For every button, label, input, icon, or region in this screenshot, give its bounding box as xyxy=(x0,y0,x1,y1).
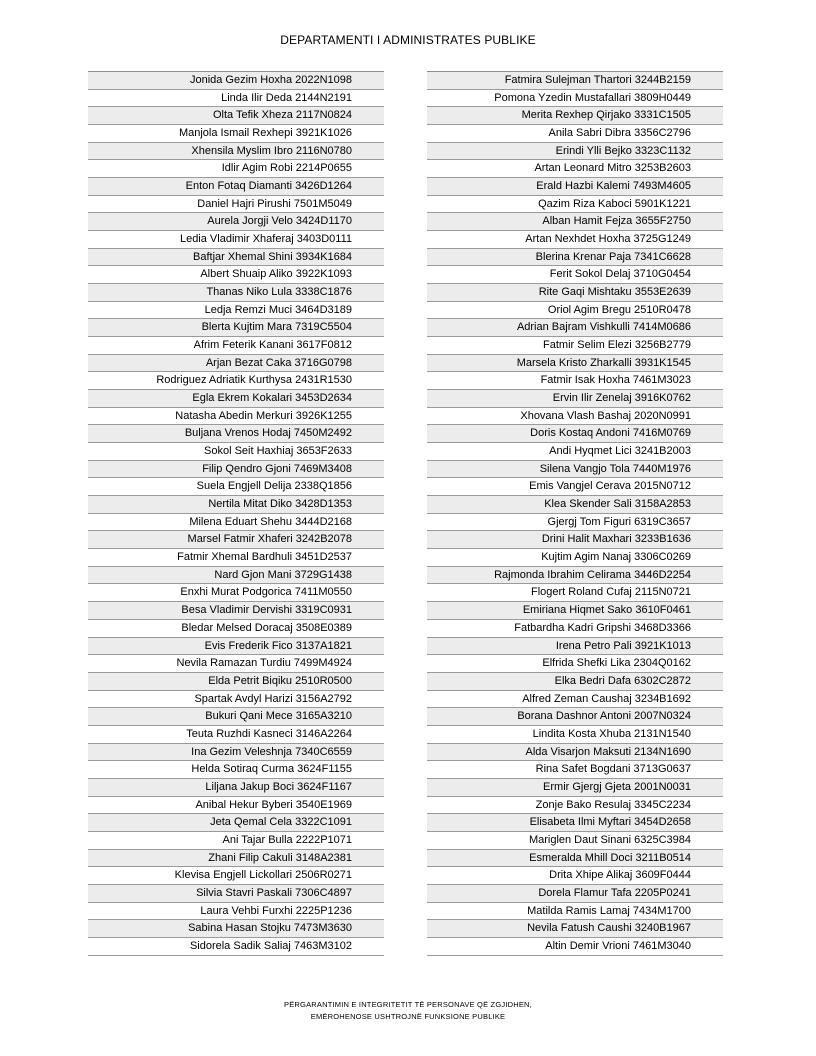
list-item: Ledja Remzi Muci 3464D3189 xyxy=(88,302,384,320)
list-item: Daniel Hajri Pirushi 7501M5049 xyxy=(88,196,384,214)
list-item: Helda Sotiraq Curma 3624F1155 xyxy=(88,761,384,779)
list-item: Jonida Gezim Hoxha 2022N1098 xyxy=(88,72,384,90)
list-item: Artan Leonard Mitro 3253B2603 xyxy=(427,160,723,178)
list-item: Enton Fotaq Diamanti 3426D1264 xyxy=(88,178,384,196)
list-item: Adrian Bajram Vishkulli 7414M0686 xyxy=(427,319,723,337)
list-item: Afrim Feterik Kanani 3617F0812 xyxy=(88,337,384,355)
list-item: Elda Petrit Biqiku 2510R0500 xyxy=(88,673,384,691)
list-item: Zonje Bako Resulaj 3345C2234 xyxy=(427,797,723,815)
list-item: Baftjar Xhemal Shini 3934K1684 xyxy=(88,249,384,267)
list-item: Ani Tajar Bulla 2222P1071 xyxy=(88,832,384,850)
list-item: Elka Bedri Dafa 6302C2872 xyxy=(427,673,723,691)
list-item: Anibal Hekur Byberi 3540E1969 xyxy=(88,797,384,815)
list-item: Zhani Filip Cakuli 3148A2381 xyxy=(88,850,384,868)
list-item: Enxhi Murat Podgorica 7411M0550 xyxy=(88,584,384,602)
list-item: Alfred Zeman Caushaj 3234B1692 xyxy=(427,691,723,709)
list-item: Flogert Roland Cufaj 2115N0721 xyxy=(427,584,723,602)
list-item: Merita Rexhep Qirjako 3331C1505 xyxy=(427,107,723,125)
list-item: Fatmira Sulejman Thartori 3244B2159 xyxy=(427,72,723,90)
list-item: Dorela Flamur Tafa 2205P0241 xyxy=(427,885,723,903)
list-item: Ervin Ilir Zenelaj 3916K0762 xyxy=(427,390,723,408)
list-item: Natasha Abedin Merkuri 3926K1255 xyxy=(88,408,384,426)
list-item: Fatmir Selim Elezi 3256B2779 xyxy=(427,337,723,355)
footer-line-2: EMËROHENOSE USHTROJNË FUNKSIONE PUBLIKE xyxy=(310,1012,506,1021)
list-item: Alban Hamit Fejza 3655F2750 xyxy=(427,213,723,231)
footer-line-1: PËRGARANTIMIN E INTEGRITETIT TË PERSONAVE QË ZGJIDHEN, xyxy=(284,1000,532,1009)
list-item: Emiriana Hiqmet Sako 3610F0461 xyxy=(427,602,723,620)
list-item: Fatbardha Kadri Gripshi 3468D3366 xyxy=(427,620,723,638)
list-item: Elisabeta Ilmi Myftari 3454D2658 xyxy=(427,814,723,832)
list-item: Alda Visarjon Maksuti 2134N1690 xyxy=(427,744,723,762)
list-item: Blerta Kujtim Mara 7319C5504 xyxy=(88,319,384,337)
list-item: Rina Safet Bogdani 3713G0637 xyxy=(427,761,723,779)
list-item: Albert Shuaip Aliko 3922K1093 xyxy=(88,266,384,284)
list-item: Bukuri Qani Mece 3165A3210 xyxy=(88,708,384,726)
list-item: Evis Frederik Fico 3137A1821 xyxy=(88,638,384,656)
list-item: Ermir Gjergj Gjeta 2001N0031 xyxy=(427,779,723,797)
list-item: Kujtim Agim Nanaj 3306C0269 xyxy=(427,549,723,567)
list-item: Sidorela Sadik Saliaj 7463M3102 xyxy=(88,938,384,956)
list-item: Milena Eduart Shehu 3444D2168 xyxy=(88,514,384,532)
list-item: Irena Petro Pali 3921K1013 xyxy=(427,638,723,656)
list-item: Sokol Seit Haxhiaj 3653F2633 xyxy=(88,443,384,461)
list-item: Jeta Qemal Cela 3322C1091 xyxy=(88,814,384,832)
list-item: Xhensila Myslim Ibro 2116N0780 xyxy=(88,143,384,161)
list-item: Erindi Ylli Bejko 3323C1132 xyxy=(427,143,723,161)
list-item: Matilda Ramis Lamaj 7434M1700 xyxy=(427,903,723,921)
list-item: Sabina Hasan Stojku 7473M3630 xyxy=(88,920,384,938)
list-item: Egla Ekrem Kokalari 3453D2634 xyxy=(88,390,384,408)
list-item: Teuta Ruzhdi Kasneci 3146A2264 xyxy=(88,726,384,744)
list-item: Esmeralda Mhill Doci 3211B0514 xyxy=(427,850,723,868)
list-item: Ledia Vladimir Xhaferaj 3403D0111 xyxy=(88,231,384,249)
list-item: Qazim Riza Kaboci 5901K1221 xyxy=(427,196,723,214)
page-title: DEPARTAMENTI I ADMINISTRATES PUBLIKE xyxy=(280,33,536,47)
list-item: Artan Nexhdet Hoxha 3725G1249 xyxy=(427,231,723,249)
list-item: Erald Hazbi Kalemi 7493M4605 xyxy=(427,178,723,196)
list-item: Ferit Sokol Delaj 3710G0454 xyxy=(427,266,723,284)
list-item: Bledar Melsed Doracaj 3508E0389 xyxy=(88,620,384,638)
list-item: Klevisa Engjell Lickollari 2506R0271 xyxy=(88,867,384,885)
list-item: Nevila Fatush Caushi 3240B1967 xyxy=(427,920,723,938)
list-item: Rite Gaqi Mishtaku 3553E2639 xyxy=(427,284,723,302)
list-item: Marsel Fatmir Xhaferi 3242B2078 xyxy=(88,531,384,549)
list-item: Filip Qendro Gjoni 7469M3408 xyxy=(88,461,384,479)
list-item: Anila Sabri Dibra 3356C2796 xyxy=(427,125,723,143)
list-item: Drita Xhipe Alikaj 3609F0444 xyxy=(427,867,723,885)
list-item: Nertila Mitat Diko 3428D1353 xyxy=(88,496,384,514)
list-item: Ina Gezim Veleshnja 7340C6559 xyxy=(88,744,384,762)
list-item: Borana Dashnor Antoni 2007N0324 xyxy=(427,708,723,726)
list-item: Silena Vangjo Tola 7440M1976 xyxy=(427,461,723,479)
list-item: Emis Vangjel Cerava 2015N0712 xyxy=(427,478,723,496)
list-item: Pomona Yzedin Mustafallari 3809H0449 xyxy=(427,90,723,108)
list-item: Nard Gjon Mani 3729G1438 xyxy=(88,567,384,585)
list-item: Altin Demir Vrioni 7461M3040 xyxy=(427,938,723,956)
list-item: Spartak Avdyl Harizi 3156A2792 xyxy=(88,691,384,709)
list-item: Aurela Jorgji Velo 3424D1170 xyxy=(88,213,384,231)
list-item: Arjan Bezat Caka 3716G0798 xyxy=(88,355,384,373)
footer xyxy=(0,999,816,1023)
list-item: Gjergj Tom Figuri 6319C3657 xyxy=(427,514,723,532)
list-item: Liljana Jakup Boci 3624F1167 xyxy=(88,779,384,797)
list-item: Mariglen Daut Sinani 6325C3984 xyxy=(427,832,723,850)
list-item: Nevila Ramazan Turdiu 7499M4924 xyxy=(88,655,384,673)
list-item: Thanas Niko Lula 3338C1876 xyxy=(88,284,384,302)
list-item: Laura Vehbi Furxhi 2225P1236 xyxy=(88,903,384,921)
list-item: Fatmir Xhemal Bardhuli 3451D2537 xyxy=(88,549,384,567)
list-item: Andi Hyqmet Lici 3241B2003 xyxy=(427,443,723,461)
list-item: Fatmir Isak Hoxha 7461M3023 xyxy=(427,372,723,390)
list-item: Marsela Kristo Zharkalli 3931K1545 xyxy=(427,355,723,373)
list-item: Klea Skender Sali 3158A2853 xyxy=(427,496,723,514)
right-name-list xyxy=(427,71,723,956)
list-item: Linda Ilir Deda 2144N2191 xyxy=(88,90,384,108)
list-item: Olta Tefik Xheza 2117N0824 xyxy=(88,107,384,125)
list-item: Buljana Vrenos Hodaj 7450M2492 xyxy=(88,425,384,443)
list-item: Elfrida Shefki Lika 2304Q0162 xyxy=(427,655,723,673)
list-item: Xhovana Vlash Bashaj 2020N0991 xyxy=(427,408,723,426)
list-item: Blerina Krenar Paja 7341C6628 xyxy=(427,249,723,267)
list-item: Rodriguez Adriatik Kurthysa 2431R1530 xyxy=(88,372,384,390)
left-name-list xyxy=(88,71,384,956)
list-item: Rajmonda Ibrahim Celirama 3446D2254 xyxy=(427,567,723,585)
list-item: Drini Halit Maxhari 3233B1636 xyxy=(427,531,723,549)
list-item: Besa Vladimir Dervishi 3319C0931 xyxy=(88,602,384,620)
list-item: Manjola Ismail Rexhepi 3921K1026 xyxy=(88,125,384,143)
list-item: Suela Engjell Delija 2338Q1856 xyxy=(88,478,384,496)
list-item: Oriol Agim Bregu 2510R0478 xyxy=(427,302,723,320)
list-item: Lindita Kosta Xhuba 2131N1540 xyxy=(427,726,723,744)
list-item: Silvia Stavri Paskali 7306C4897 xyxy=(88,885,384,903)
list-item: Doris Kostaq Andoni 7416M0769 xyxy=(427,425,723,443)
list-item: Idlir Agim Robi 2214P0655 xyxy=(88,160,384,178)
